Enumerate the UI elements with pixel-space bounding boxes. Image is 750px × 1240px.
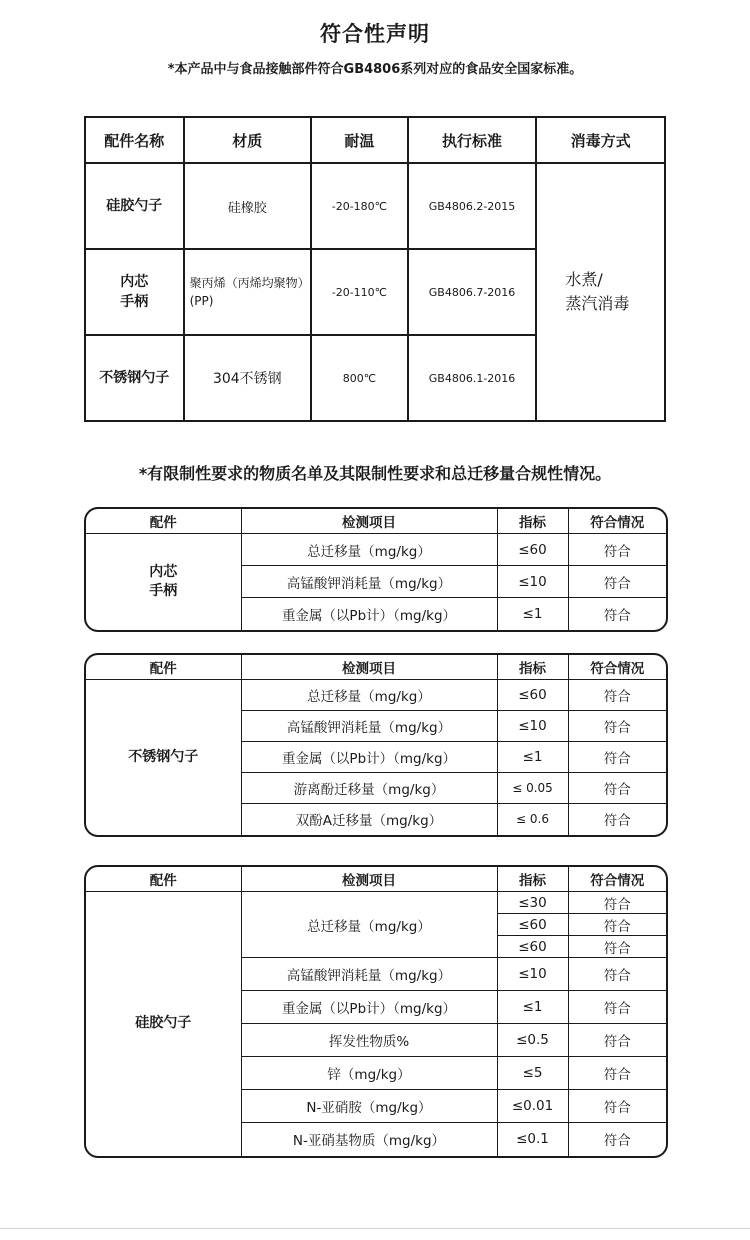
limit-value: ≤60 [497,936,568,958]
limit-value: ≤0.01 [497,1090,568,1123]
limit-value: ≤60 [497,680,568,711]
limit-value: ≤10 [497,711,568,742]
table-row [86,892,666,914]
limit-value: ≤1 [497,598,568,630]
part-name: 内芯 手柄 [85,249,184,335]
header-part-name: 配件名称 [85,117,184,163]
limit-value: ≤1 [497,742,568,773]
result: 符合 [568,566,666,598]
part-name: 不锈钢勺子 [85,335,184,421]
header-test-item: 检测项目 [241,509,497,534]
result: 符合 [568,914,666,936]
result: 符合 [603,813,631,830]
test-item: 总迁移量（mg/kg） [241,534,497,566]
header-test-item: 检测项目 [241,655,497,680]
result: 符合 [568,1090,666,1123]
header-result: 符合情况 [568,867,666,892]
test-item: 游离酚迁移量（mg/kg） [241,773,497,804]
header-part: 配件 [86,509,241,534]
test-item: 挥发性物质% [241,1024,497,1057]
part-name: 硅胶勺子 [85,163,184,249]
test-item: N-亚硝基物质（mg/kg） [241,1123,497,1156]
result: 符合 [568,742,666,773]
limit-value: ≤5 [497,1057,568,1090]
table-row [86,680,666,711]
test-item: 锌（mg/kg） [241,1057,497,1090]
header-temperature: 耐温 [311,117,408,163]
header-standard: 执行标准 [408,117,537,163]
material: 硅橡胶 [184,163,311,249]
result: 符合 [568,936,666,958]
limit-value: ≤30 [497,892,568,914]
section-title: *有限制性要求的物质名单及其限制性要求和总迁移量合规性情况。 [138,464,612,483]
limit-value: ≤60 [497,914,568,936]
test-item: 高锰酸钾消耗量（mg/kg） [241,711,497,742]
result: 符合 [603,607,631,624]
result: 符合 [568,958,666,991]
compliance-table-handle [84,507,668,632]
header-limit: 指标 [497,867,568,892]
table-row [85,163,665,249]
page-title: 符合性声明 [320,22,430,46]
limit-value: ≤60 [497,534,568,566]
test-item: 重金属（以Pb计）（mg/kg） [241,991,497,1024]
header-result: 符合情况 [568,509,666,534]
temperature: 800℃ [311,335,408,421]
bottom-divider [0,1228,750,1229]
header-material: 材质 [184,117,311,163]
part-name: 不锈钢勺子 [86,680,241,835]
result: 符合 [568,534,666,566]
compliance-header [86,655,666,680]
limit-value: ≤ 0.6 [497,804,568,835]
result: 符合 [568,1024,666,1057]
compliance-header [86,509,666,534]
temperature: -20-180℃ [311,163,408,249]
result: 符合 [568,711,666,742]
limit-value: ≤ 0.05 [497,773,568,804]
result: 符合 [568,991,666,1024]
limit-value: ≤0.1 [497,1123,568,1156]
result: 符合 [568,892,666,914]
material: 304不锈钢 [184,335,311,421]
result: 符合 [568,773,666,804]
test-item: 重金属（以Pb计）（mg/kg） [241,598,497,630]
part-name: 内芯 手柄 [86,534,241,630]
header-result: 符合情况 [568,655,666,680]
result: 符合 [603,1133,631,1150]
header-part: 配件 [86,655,241,680]
limit-value: ≤10 [497,566,568,598]
standard: GB4806.2-2015 [408,163,537,249]
test-item: 总迁移量（mg/kg） [241,680,497,711]
header-limit: 指标 [497,509,568,534]
table-row [86,534,666,566]
test-item: 总迁移量（mg/kg） [241,892,497,958]
header-part: 配件 [86,867,241,892]
test-item: 重金属（以Pb计）（mg/kg） [241,742,497,773]
part-name: 硅胶勺子 [86,892,241,1156]
standard: GB4806.1-2016 [408,335,537,421]
compliance-note: *本产品中与食品接触部件符合GB4806系列对应的食品安全国家标准。 [167,62,583,77]
temperature: -20-110℃ [311,249,408,335]
limit-value: ≤0.5 [497,1024,568,1057]
compliance-table-steel-spoon [84,653,668,837]
standard: GB4806.7-2016 [408,249,537,335]
spec-table-header [85,117,665,163]
result: 符合 [568,680,666,711]
disinfection-method: 水煮/ 蒸汽消毒 [536,163,665,421]
test-item: 高锰酸钾消耗量（mg/kg） [241,566,497,598]
result: 符合 [568,1057,666,1090]
test-item: 双酚A迁移量（mg/kg） [241,804,497,835]
spec-table [84,116,666,422]
limit-value: ≤1 [497,991,568,1024]
header-disinfection: 消毒方式 [536,117,665,163]
material: 聚丙烯（丙烯均聚物）(PP) [184,249,311,335]
header-limit: 指标 [497,655,568,680]
test-item: N-亚硝胺（mg/kg） [241,1090,497,1123]
limit-value: ≤10 [497,958,568,991]
test-item: 高锰酸钾消耗量（mg/kg） [241,958,497,991]
compliance-table-silicone-spoon [84,865,668,1158]
header-test-item: 检测项目 [241,867,497,892]
compliance-header [86,867,666,892]
